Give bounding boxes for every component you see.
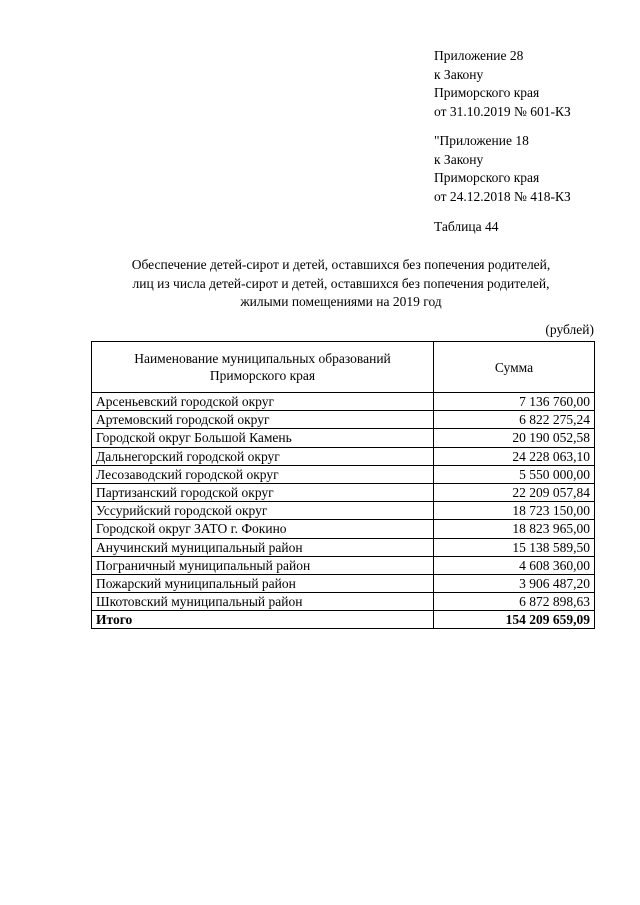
table-row xyxy=(92,502,595,520)
table-row xyxy=(92,393,595,411)
municipality-name: Лесозаводский городской округ xyxy=(92,465,434,483)
amount: 3 906 487,20 xyxy=(434,574,595,592)
table-row xyxy=(92,593,595,611)
total-label: Итого xyxy=(92,611,434,629)
document-title xyxy=(92,256,590,312)
table-header-row xyxy=(92,342,595,393)
municipality-name: Городской округ ЗАТО г. Фокино xyxy=(92,520,434,538)
appendix-line: к Закону xyxy=(434,66,484,82)
table-row xyxy=(92,574,595,592)
municipality-name: Пограничный муниципальный район xyxy=(92,556,434,574)
appendix-line: от 31.10.2019 № 601-КЗ xyxy=(434,103,571,119)
table-number: Таблица 44 xyxy=(434,219,499,234)
municipality-name: Дальнегорский городской округ xyxy=(92,447,434,465)
municipality-name: Анучинский муниципальный район xyxy=(92,538,434,556)
amount: 24 228 063,10 xyxy=(434,447,595,465)
title-line: Обеспечение детей-сирот и детей, оставшихся без попечения родителей, xyxy=(131,257,551,272)
table-row xyxy=(92,411,595,429)
municipality-name: Городской округ Большой Камень xyxy=(92,429,434,447)
appendix-28-header xyxy=(434,47,571,121)
amount: 15 138 589,50 xyxy=(434,538,595,556)
appendix-line: от 24.12.2018 № 418-КЗ xyxy=(434,188,571,204)
municipality-name: Артемовский городской округ xyxy=(92,411,434,429)
appendix-line: Приморского края xyxy=(434,170,540,185)
municipality-name: Уссурийский городской округ xyxy=(92,502,434,520)
amount: 20 190 052,58 xyxy=(434,429,595,447)
header-sum: Сумма xyxy=(434,342,595,393)
title-line: жилыми помещениями на 2019 год xyxy=(240,294,442,309)
appendix-line: "Приложение 18 xyxy=(434,133,529,148)
appendix-18-header xyxy=(434,132,571,206)
table-row xyxy=(92,556,595,574)
table-row xyxy=(92,465,595,483)
amount: 6 822 275,24 xyxy=(434,411,595,429)
table-row xyxy=(92,520,595,538)
title-line: лиц из числа детей-сирот и детей, оставшихся без попечения родителей, xyxy=(132,275,550,291)
unit-label: (рублей) xyxy=(545,322,594,337)
total-amount: 154 209 659,09 xyxy=(434,611,595,629)
amount: 18 723 150,00 xyxy=(434,502,595,520)
amount: 5 550 000,00 xyxy=(434,465,595,483)
table-row xyxy=(92,483,595,501)
amount: 4 608 360,00 xyxy=(434,556,595,574)
table-row xyxy=(92,429,595,447)
amount: 6 872 898,63 xyxy=(434,593,595,611)
table-row xyxy=(92,447,595,465)
municipality-name: Партизанский городской округ xyxy=(92,483,434,501)
appendix-line: Приморского края xyxy=(434,85,540,100)
amount: 18 823 965,00 xyxy=(434,520,595,538)
municipality-name: Арсеньевский городской округ xyxy=(92,393,434,411)
header-municipality: Наименование муниципальных образований Приморского края xyxy=(92,342,434,393)
amount: 22 209 057,84 xyxy=(434,483,595,501)
allocation-table xyxy=(91,341,595,629)
appendix-line: Приложение 28 xyxy=(434,48,524,63)
amount: 7 136 760,00 xyxy=(434,393,595,411)
appendix-line: к Закону xyxy=(434,151,484,167)
total-row xyxy=(92,611,595,629)
table-body xyxy=(92,393,595,629)
municipality-name: Шкотовский муниципальный район xyxy=(92,593,434,611)
table-row xyxy=(92,538,595,556)
municipality-name: Пожарский муниципальный район xyxy=(92,574,434,592)
